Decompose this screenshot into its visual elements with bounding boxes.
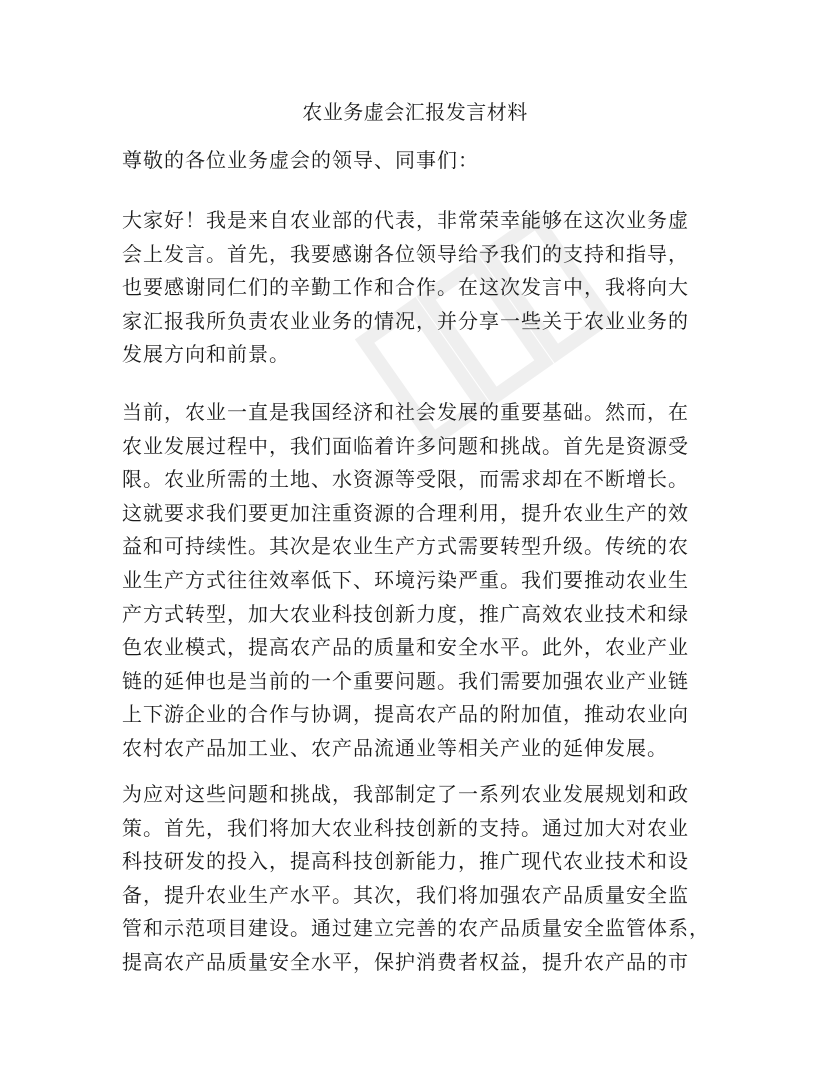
paragraph-2 [122,396,722,766]
paragraph-line: 大家好！我是来自农业部的代表，非常荣幸能够在这次业务虚 [122,208,689,232]
paragraph-3 [122,778,722,980]
paragraph-line: 链的延伸也是当前的一个重要问题。我们需要加强农业产业链 [122,668,689,693]
paragraph-1 [122,204,722,372]
paragraph-line: 农村农产品加工业、农产品流通业等相关产业的延伸发展。 [122,735,668,760]
document-title: 农业务虚会汇报发言材料 [302,100,528,124]
paragraph-line: 产方式转型，加大农业科技创新力度，推广高效农业技术和绿 [122,601,689,626]
paragraph-line: 益和可持续性。其次是农业生产方式需要转型升级。传统的农 [122,534,689,559]
paragraph-line: 也要感谢同仁们的辛勤工作和合作。在这次发言中，我将向大 [122,275,689,300]
paragraph-line: 管和示范项目建设。通过建立完善的农产品质量安全监管体系， [122,916,710,941]
paragraph-line: 限。农业所需的土地、水资源等受限，而需求却在不断增长。 [122,467,689,492]
salutation: 尊敬的各位业务虚会的领导、同事们： [122,148,479,172]
paragraph-line: 业生产方式往往效率低下、环境污染严重。我们要推动农业生 [122,567,689,592]
paragraph-line: 色农业模式，提高农产品的质量和安全水平。此外，农业产业 [122,635,689,660]
paragraph-line: 科技研发的投入，提高科技创新能力，推广现代农业技术和设 [122,849,689,874]
paragraph-line: 备，提升农业生产水平。其次，我们将加强农产品质量安全监 [122,882,689,907]
paragraph-line: 家汇报我所负责农业业务的情况，并分享一些关于农业业务的 [122,308,689,333]
paragraph-line: 当前，农业一直是我国经济和社会发展的重要基础。然而，在 [122,400,689,424]
paragraph-line: 上下游企业的合作与协调，提高农产品的附加值，推动农业向 [122,702,689,727]
paragraph-line: 会上发言。首先，我要感谢各位领导给予我们的支持和指导， [122,241,689,266]
paragraph-line: 发展方向和前景。 [122,342,290,367]
paragraph-line: 提高农产品质量安全水平，保护消费者权益，提升农产品的市 [122,949,689,974]
paragraph-line: 为应对这些问题和挑战，我部制定了一系列农业发展规划和政 [122,782,689,806]
paragraph-line: 这就要求我们要更加注重资源的合理利用，提升农业生产的效 [122,500,689,525]
paragraph-line: 农业发展过程中，我们面临着许多问题和挑战。首先是资源受 [122,433,689,458]
paragraph-line: 策。首先，我们将加大农业科技创新的支持。通过加大对农业 [122,815,689,840]
